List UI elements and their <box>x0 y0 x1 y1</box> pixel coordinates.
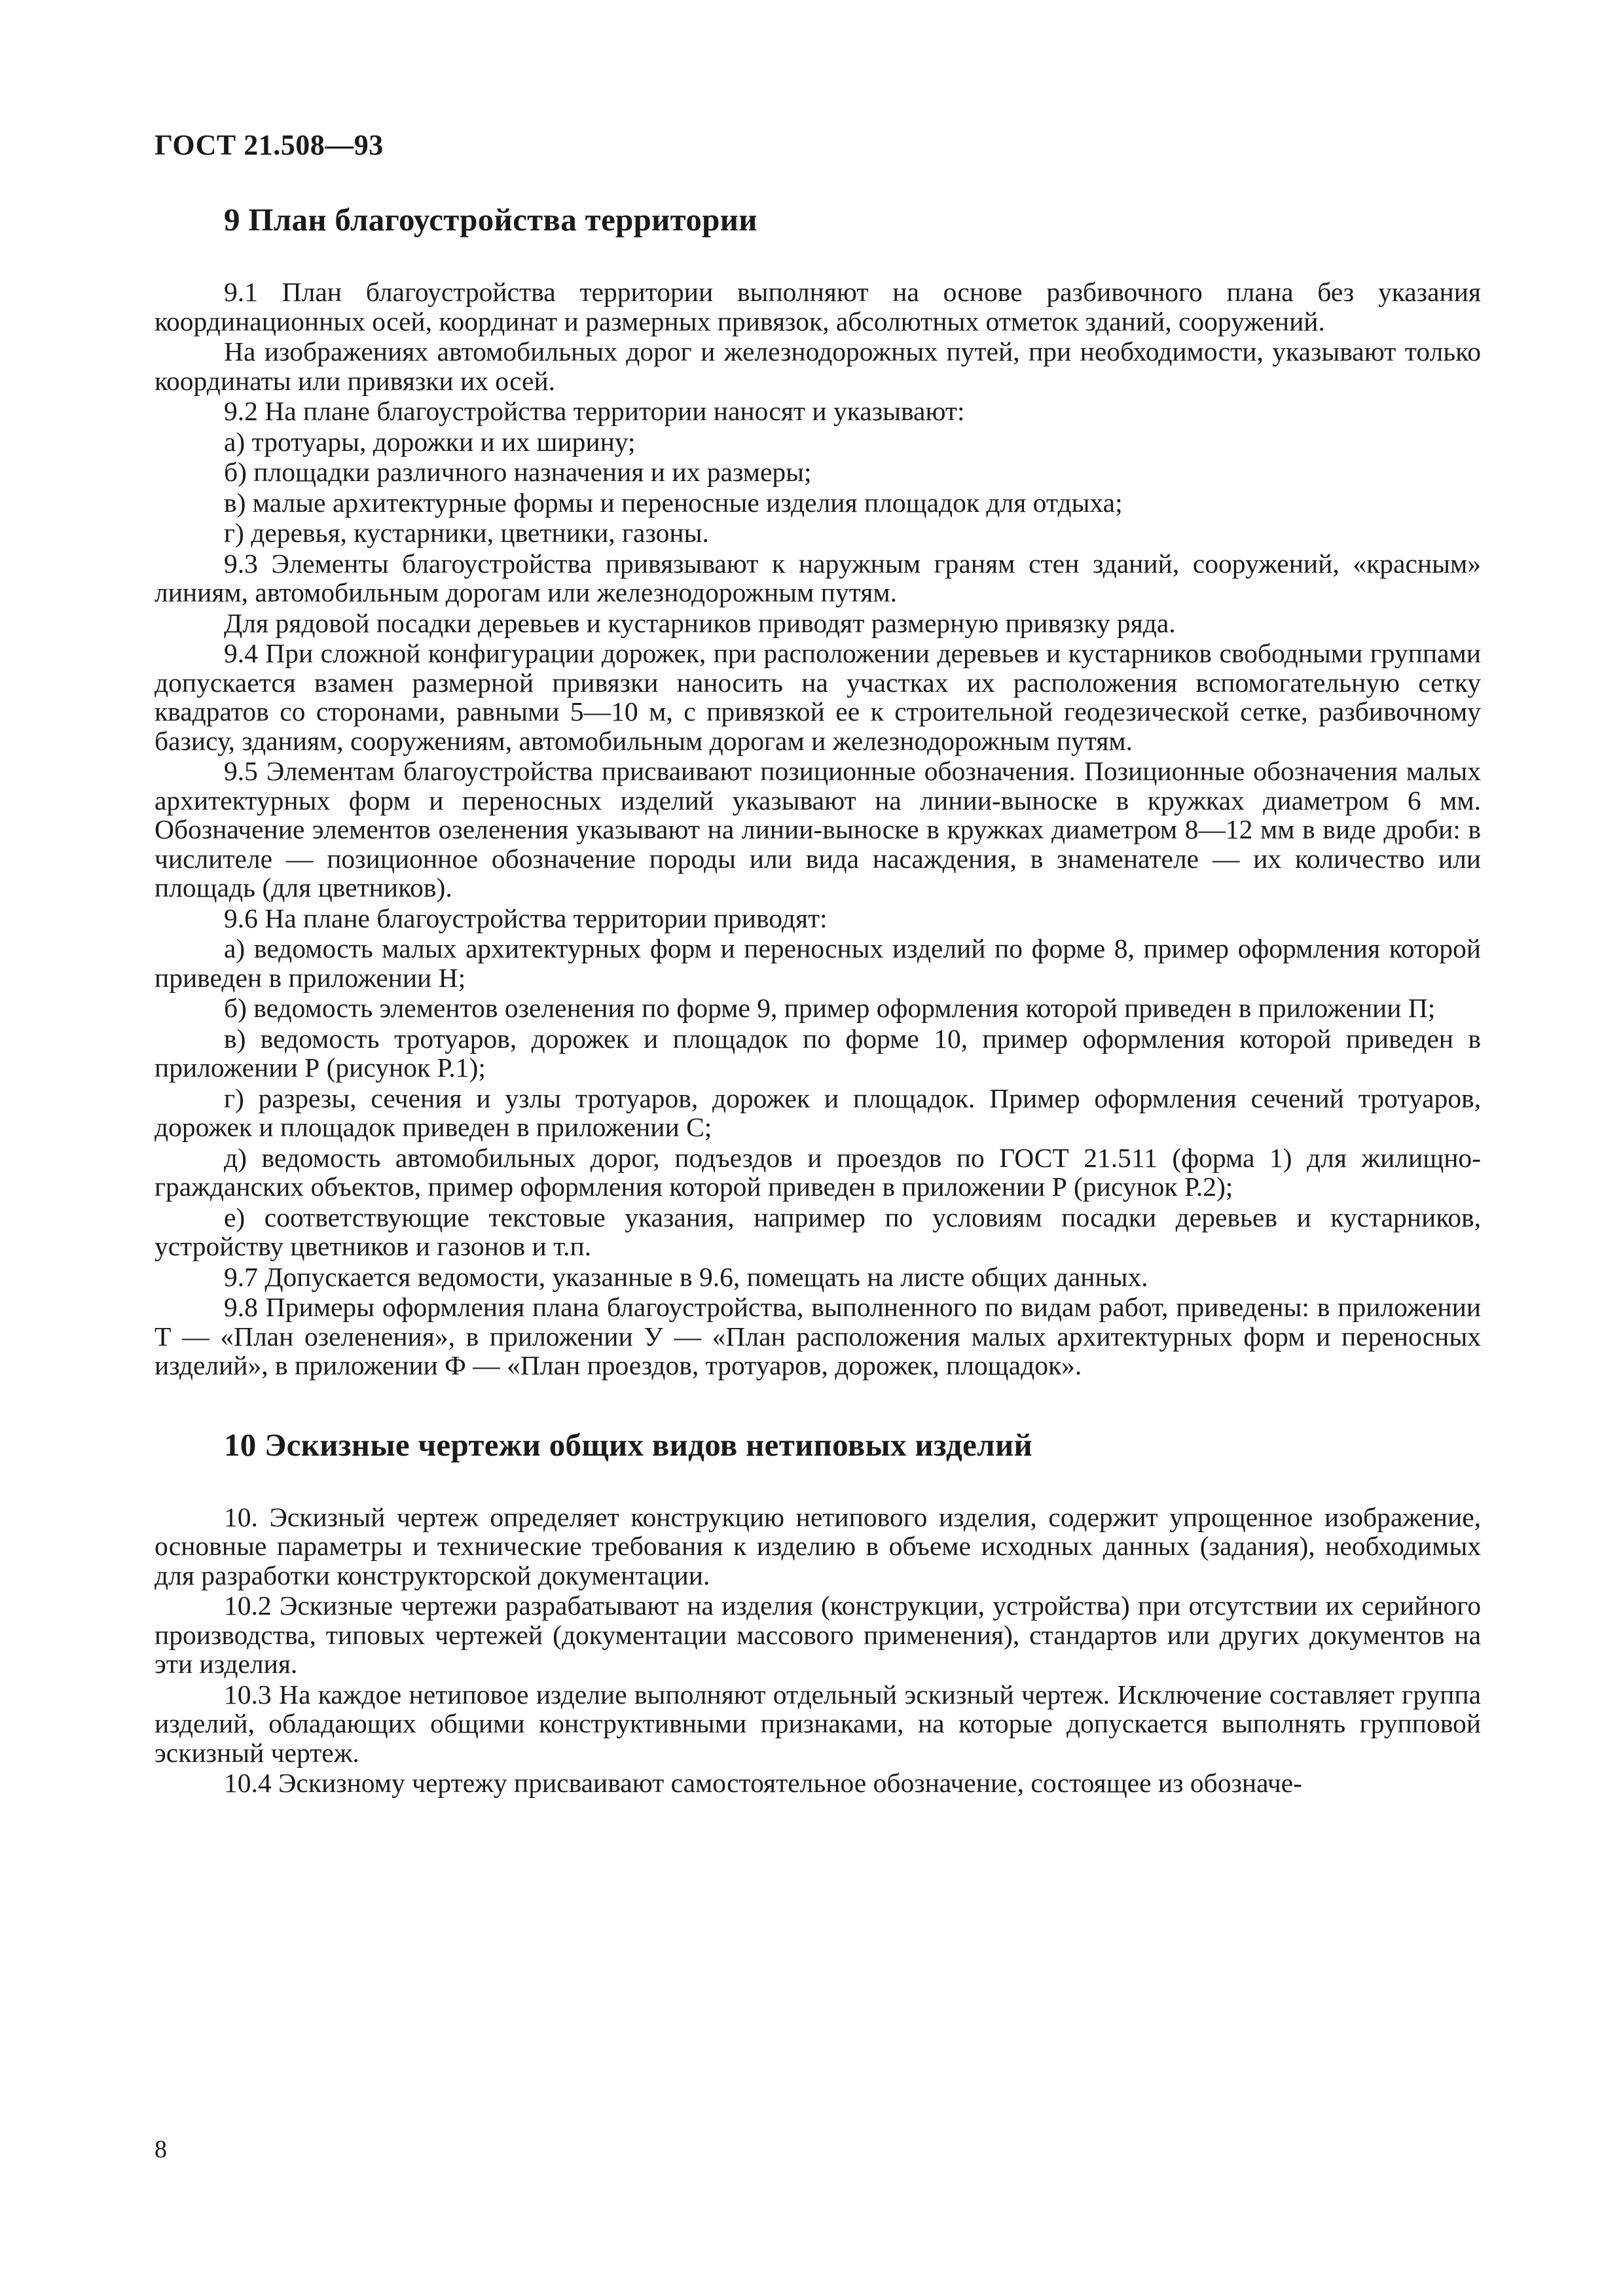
list-item: а) ведомость малых архитектурных форм и переносных изделий по форме 8, пример оформления которой приведен в приложении Н; <box>155 933 1481 993</box>
section-9-body <box>155 278 1481 1380</box>
section-10-body <box>155 1503 1481 1798</box>
section-10-title: 10 Эскизные чертежи общих видов нетиповых изделий <box>224 1426 1033 1463</box>
paragraph-9-1: 9.1 План благоустройства территории выполняют на основе разбивочного плана без указания координационных осей, координат и размерных привязок, абсолютных отметок зданий, сооружений. <box>155 277 1481 336</box>
list-item: г) разрезы, сечения и узлы тротуаров, дорожек и площадок. Пример оформления сечений тротуаров, дорожек и площадок приведен в приложении С; <box>155 1083 1481 1142</box>
document-page <box>155 128 1481 1799</box>
paragraph: На изображениях автомобильных дорог и железнодорожных путей, при необходимости, указывают только координаты или привязки их осей. <box>155 336 1481 396</box>
list-item: г) деревья, кустарники, цветники, газоны. <box>224 518 709 548</box>
paragraph-9-3: 9.3 Элементы благоустройства привязывают к наружным граням стен зданий, сооружений, «красным» линиям, автомобильным дорогам или железнодорожным путям. <box>155 548 1481 607</box>
list-item: е) соответствующие текстовые указания, например по условиям посадки деревьев и кустарников, устройству цветников и газонов и т.п. <box>155 1202 1481 1261</box>
list-item: б) площадки различного назначения и их размеры; <box>224 457 812 487</box>
list-item: а) тротуары, дорожки и их ширину; <box>224 426 636 457</box>
paragraph-10-4: 10.4 Эскизному чертежу присваивают самостоятельное обозначение, состоящее из обозначе- <box>224 1768 1302 1798</box>
paragraph-9-8: 9.8 Примеры оформления плана благоустройства, выполненного по видам работ, приведены: в приложении Т — «План озеленения», в приложении У — «План расположения малых архитектурных форм и переносных изделий», в приложении Ф — «План проездов, тротуаров, дорожек, площадок». <box>155 1292 1481 1380</box>
page-number: 8 <box>155 2136 167 2163</box>
paragraph-10-1: 10. Эскизный чертеж определяет конструкцию нетипового изделия, содержит упрощенное изображение, основные параметры и технические требования к изделию в объеме исходных данных (задания), необходимых для разработки конструкторской документации. <box>155 1501 1481 1590</box>
document-code-header: ГОСТ 21.508—93 <box>155 129 384 161</box>
paragraph-9-2: 9.2 На плане благоустройства территории наносят и указывают: <box>224 396 965 426</box>
list-item: д) ведомость автомобильных дорог, подъездов и проездов по ГОСТ 21.511 (форма 1) для жилищно-гражданских объектов, пример оформления которой приведен в приложении Р (рисунок Р.2); <box>155 1142 1481 1202</box>
paragraph-10-2: 10.2 Эскизные чертежи разрабатывают на изделия (конструкции, устройства) при отсутствии их серийного производства, типовых чертежей (документации массового применения), стандартов или других документов на эти изделия. <box>155 1590 1481 1679</box>
list-item: б) ведомость элементов озеленения по форме 9, пример оформления которой приведен в приложении П; <box>224 993 1436 1023</box>
list-item: в) малые архитектурные формы и переносные изделия площадок для отдыха; <box>224 487 1123 518</box>
paragraph-9-4: 9.4 При сложной конфигурации дорожек, при расположении деревьев и кустарников свободными группами допускается взамен размерной привязки наносить на участках их расположения вспомогательную сетку квадратов со сторонами, равными 5—10 м, с привязкой ее к строительной геодезической сетке, разбивочному базису, зданиям, сооружениям, автомобильным дорогам и железнодорожным путям. <box>155 638 1481 756</box>
paragraph-10-3: 10.3 На каждое нетиповое изделие выполняют отдельный эскизный чертеж. Исключение составляет группа изделий, обладающих общими конструктивными признаками, на которые допускается выполнять групповой эскизный чертеж. <box>155 1679 1481 1768</box>
paragraph-9-6: 9.6 На плане благоустройства территории приводят: <box>224 903 828 933</box>
list-item: в) ведомость тротуаров, дорожек и площадок по форме 10, пример оформления которой приведен в приложении Р (рисунок Р.1); <box>155 1023 1481 1083</box>
paragraph-9-7: 9.7 Допускается ведомости, указанные в 9.6, помещать на листе общих данных. <box>224 1261 1148 1292</box>
paragraph: Для рядовой посадки деревьев и кустарников приводят размерную привязку ряда. <box>224 607 1176 638</box>
paragraph-9-5: 9.5 Элементам благоустройства присваивают позиционные обозначения. Позиционные обозначения малых архитектурных форм и переносных изделий указывают на линии-выноске в кружках диаметром 6 мм. Обозначение элементов озеленения указывают на линии-выноске в кружках диаметром 8—12 мм в виде дроби: в числителе — позиционное обозначение породы или вида насаждения, в знаменателе — их количество или площадь (для цветников). <box>155 756 1481 903</box>
section-9-title: 9 План благоустройства территории <box>224 202 757 238</box>
